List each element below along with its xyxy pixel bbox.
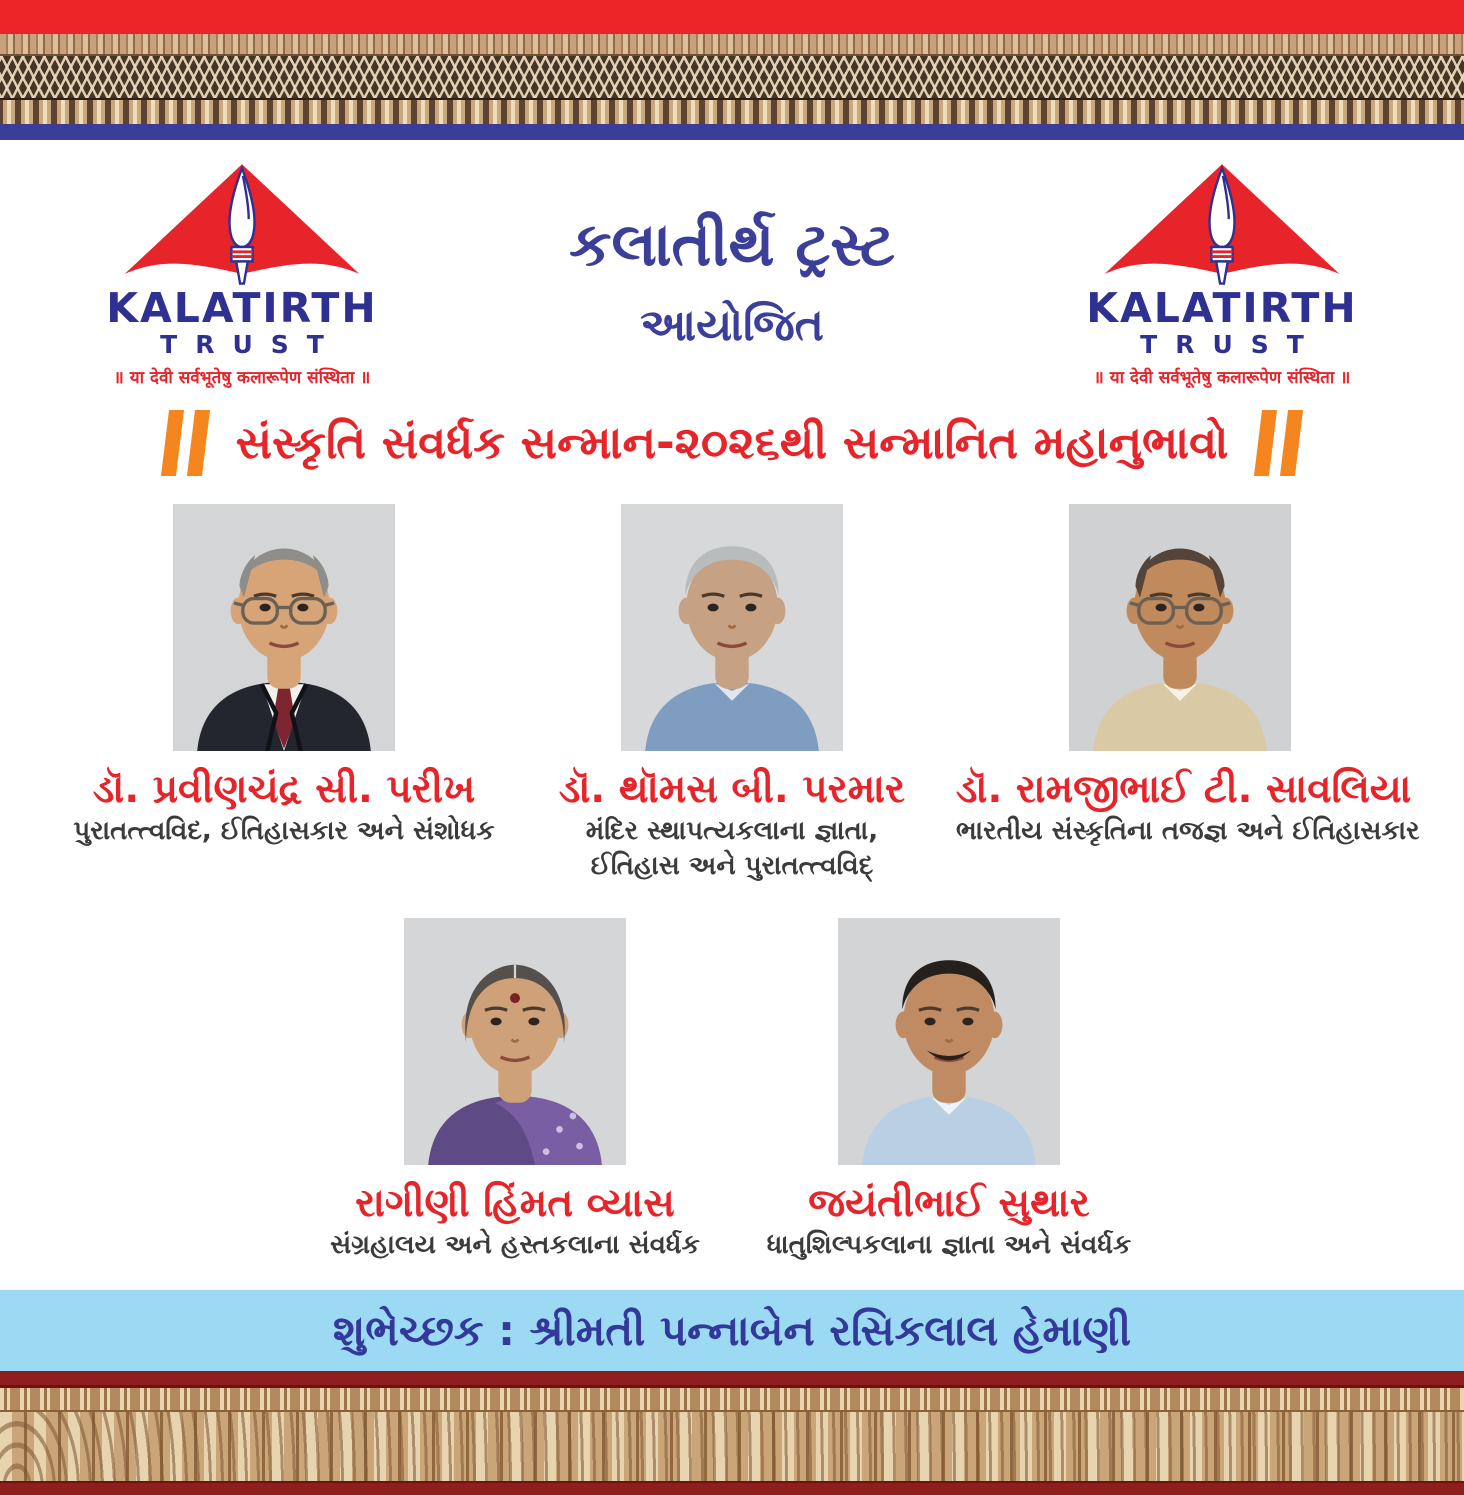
honoree-description: પુરાતત્ત્વવિદ, ઈતિહાસકાર અને સંશોધક <box>73 815 495 846</box>
maroon-strip-upper <box>0 1371 1464 1388</box>
honoree-caption <box>298 1181 732 1261</box>
honoree-card <box>60 504 508 847</box>
honoree-description: મંદિર સ્થાપત્યકલાના જ્ઞાતા, <box>585 815 879 846</box>
headline-row <box>0 410 1464 476</box>
page-subtitle: આયોજિત <box>640 300 824 351</box>
headline-text: સંસ્કૃતિ સંવર્ધક સન્માન-૨૦૨૬થી સન્માનિત મહાનુભાવો <box>235 415 1229 469</box>
right-double-bar-ornament <box>1258 410 1299 476</box>
logo-trust-word: TRUST <box>1140 330 1322 359</box>
portrait-photo <box>621 504 843 751</box>
wood-balusters-band <box>0 98 1464 124</box>
portrait-photo <box>173 504 395 751</box>
honorees-row-2 <box>0 918 1464 1261</box>
honoree-name: ડૉ. પ્રવીણચંદ્ર સી. પરીખ <box>92 766 476 812</box>
honoree-caption <box>508 767 956 882</box>
portrait-photo <box>1069 504 1291 751</box>
mountain-paintbrush-icon <box>117 158 367 286</box>
honoree-caption <box>956 766 1420 847</box>
honoree-description: ઈતિહાસ અને પુરાતત્ત્વવિદ્ <box>590 850 874 881</box>
wood-slats-band <box>0 34 1464 56</box>
honoree-description: ધાતુશિલ્પકલાના જ્ઞાતા અને સંવર્ધક <box>766 1229 1132 1260</box>
honoree-description: સંગ્રહાલય અને હસ્તકલાના સંવર્ધક <box>330 1229 700 1260</box>
acanthus-leaf-band <box>0 1412 1464 1481</box>
honoree-card <box>508 504 956 882</box>
honoree-caption <box>60 767 508 847</box>
honoree-name: જયંતીભાઈ સુથાર <box>808 1180 1090 1226</box>
honoree-card <box>732 918 1166 1261</box>
logo-name: KALATIRTH <box>106 284 378 332</box>
header-row <box>0 140 1464 388</box>
center-titles <box>392 158 1072 351</box>
wood-lattice-band <box>0 56 1464 98</box>
left-double-bar-ornament <box>165 410 206 476</box>
logo-sanskrit-motto: ॥ या देवी सर्वभूतेषु कलारूपेण संस्थिता ॥ <box>113 367 371 388</box>
top-blue-bar <box>0 124 1464 140</box>
honoree-card <box>956 504 1420 847</box>
portrait-photo <box>838 918 1060 1165</box>
honoree-name: ડૉ. રામજીભાઈ ટી. સાવલિયા <box>956 766 1412 812</box>
top-red-bar <box>0 0 1464 34</box>
honoree-caption <box>732 1181 1166 1261</box>
honoree-description: ભારતીય સંસ્કૃતિના તજજ્ઞ અને ઈતિહાસકાર <box>956 815 1420 846</box>
content-area <box>0 140 1464 1290</box>
honorees-row-1 <box>0 504 1464 882</box>
honoree-name: ડૉ. થૉમસ બી. પરમાર <box>558 766 906 812</box>
kalatirth-logo-left <box>92 158 392 388</box>
sponsor-bar <box>0 1290 1464 1371</box>
mountain-paintbrush-icon <box>1097 158 1347 286</box>
kalatirth-logo-right <box>1072 158 1372 388</box>
bottom-carved-wood-border <box>0 1388 1464 1481</box>
honoree-name: રાગીણી હિંમત વ્યાસ <box>355 1180 675 1226</box>
page-title: કલાતીર્થ ટ્રસ્ટ <box>569 210 895 280</box>
logo-name: KALATIRTH <box>1086 284 1358 332</box>
honoree-card <box>298 918 732 1261</box>
logo-trust-word: TRUST <box>160 330 342 359</box>
maroon-strip-lower <box>0 1481 1464 1495</box>
logo-sanskrit-motto: ॥ या देवी सर्वभूतेषु कलारूपेण संस्थिता ॥ <box>1093 367 1351 388</box>
egg-and-dart-band <box>0 1388 1464 1412</box>
portrait-photo <box>404 918 626 1165</box>
top-carved-wood-border <box>0 34 1464 124</box>
sponsor-text: શુભેચ્છક : શ્રીમતી પન્નાબેન રસિકલાલ હેમાણી <box>332 1305 1132 1355</box>
